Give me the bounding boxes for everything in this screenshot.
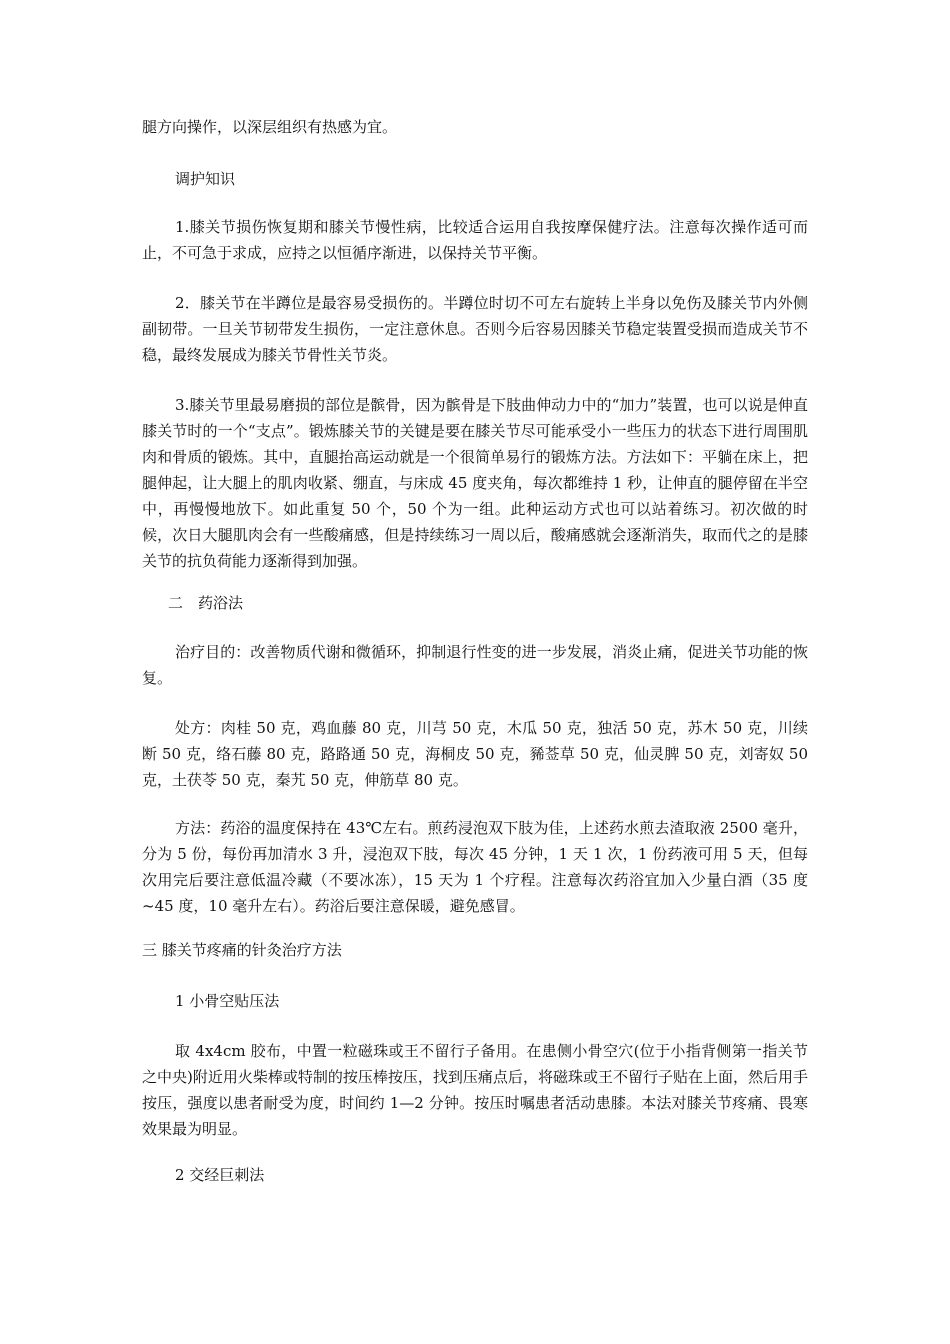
paragraph-care-1: 1.膝关节损伤恢复期和膝关节慢性病，比较适合运用自我按摩保健疗法。注意每次操作适可而止，不可急于求成，应持之以恒循序渐进，以保持关节平衡。 [142, 218, 808, 262]
paragraph-treatment-goal: 治疗目的：改善物质代谢和微循环，抑制退行性变的进一步发展，消炎止痛，促进关节功能的恢复。 [142, 643, 808, 687]
paragraph-continuation: 腿方向操作，以深层组织有热感为宜。 [142, 118, 398, 136]
heading-cross-meridian: 2 交经巨刺法 [175, 1166, 265, 1184]
paragraph-care-2: 2．膝关节在半蹲位是最容易受损伤的。半蹲位时切不可左右旋转上半身以免伤及膝关节内外侧副韧带。一旦关节韧带发生损伤，一定注意休息。否则今后容易因膝关节稳定装置受损而造成关节不稳，最终发展成为膝关节骨性关节炎。 [142, 294, 808, 364]
paragraph-care-3: 3.膝关节里最易磨损的部位是髌骨，因为髌骨是下肢曲伸动力中的“加力”装置，也可以说是伸直膝关节时的一个“支点”。锻炼膝关节的关键是要在膝关节尽可能承受小一些压力的状态下进行周围肌肉和骨质的锻炼。其中，直腿抬高运动就是一个很简单易行的锻炼方法。方法如下：平躺在床上，把腿伸起，让大腿上的肌肉收紧、绷直，与床成 45 度夹角，每次都维持 1 秒，让伸直的腿停留在半空中，再慢慢地放下。如此重复 50 个，50 个为一组。此种运动方式也可以站着练习。初次做的时候，次日大腿肌肉会有一些酸痛感，但是持续练习一周以后，酸痛感就会逐渐消失，取而代之的是膝关节的抗负荷能力逐渐得到加强。 [142, 396, 808, 570]
heading-care-knowledge: 调护知识 [175, 170, 236, 188]
paragraph-method: 方法：药浴的温度保持在 43℃左右。煎药浸泡双下肢为佳，上述药水煎去渣取液 2500 毫升，分为 5 份，每份再加清水 3 升，浸泡双下肢，每次 45 分钟，1 天 1 次，1 份药液可用 5 天，但每次用完后要注意低温冷藏（不要冰冻），15 天为 1 个疗程。注意每次药浴宜加入少量白酒（35 度~45 度，10 毫升左右）。药浴后要注意保暖，避免感冒。 [142, 819, 808, 915]
heading-small-bone-pressing: 1 小骨空贴压法 [175, 992, 280, 1010]
paragraph-small-bone-method: 取 4x4cm 胶布，中置一粒磁珠或王不留行子备用。在患侧小骨空穴(位于小指背侧第一指关节之中央)附近用火柴棒或特制的按压棒按压，找到压痛点后，将磁珠或王不留行子贴在上面，然后用手按压，强度以患者耐受为度，时间约 1—2 分钟。按压时嘱患者活动患膝。本法对膝关节疼痛、畏寒效果最为明显。 [142, 1042, 808, 1138]
heading-acupuncture: 三 膝关节疼痛的针灸治疗方法 [142, 941, 342, 959]
paragraph-prescription: 处方：肉桂 50 克，鸡血藤 80 克，川芎 50 克，木瓜 50 克，独活 50 克，苏木 50 克，川续断 50 克，络石藤 80 克，路路通 50 克，海桐皮 50 克，豨莶草 50 克，仙灵脾 50 克，刘寄奴 50 克，土茯苓 50 克，秦艽 50 克，伸筋草 80 克。 [142, 719, 808, 789]
heading-medicinal-bath: 二 药浴法 [168, 594, 244, 612]
